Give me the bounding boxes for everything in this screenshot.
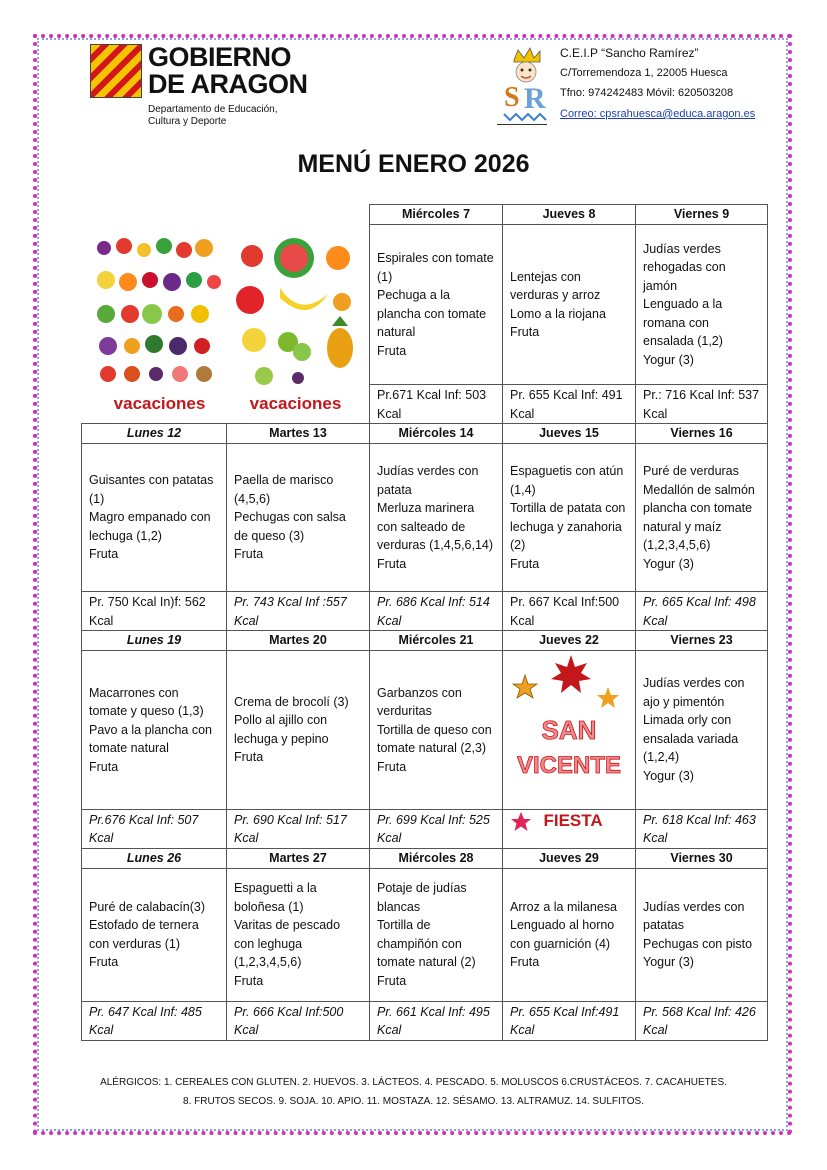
aragon-flag-icon (90, 44, 142, 98)
dish: Pechuga a la plancha con tomate natural (377, 288, 487, 339)
dept-line2: Cultura y Deporte (148, 116, 227, 127)
dish: Garbanzos con verduritas (377, 685, 462, 718)
kcal-cell: Pr. 647 Kcal Inf: 485 Kcal (82, 1001, 227, 1040)
dish: Judías verdes con patata (377, 464, 479, 497)
gov-name-line2: DE ARAGON (148, 69, 308, 99)
table-row (82, 631, 768, 651)
kcal-cell: Pr.: 716 Kcal Inf: 537 Kcal (636, 385, 768, 424)
day-header: Martes 27 (227, 848, 370, 868)
dish: Guisantes con patatas (1) (89, 473, 214, 506)
school-name: C.E.I.P “Sancho Ramírez” (560, 46, 699, 60)
dish: Lomo a la riojana (510, 306, 606, 321)
menu-cell (370, 225, 503, 385)
table-row (82, 205, 768, 225)
dish: Magro empanado con lechuga (1,2) (89, 510, 211, 543)
dish: Lenguado a la romana con ensalada (1,2) (643, 297, 723, 349)
day-header: Miércoles 7 (370, 205, 503, 225)
menu-cell (503, 225, 636, 385)
dish: Fruta (377, 759, 407, 774)
day-header: Martes 20 (227, 631, 370, 651)
table-row (82, 848, 768, 868)
star-icon (597, 687, 619, 708)
san-vicente-cell (503, 651, 636, 810)
allergens-line2: 8. FRUTOS SECOS. 9. SOJA. 10. APIO. 11. MOSTAZA. 12. SÉSAMO. 13. ALTRAMUZ. 14. SULFITOS. (183, 1096, 644, 1107)
dish: Arroz a la milanesa (510, 899, 617, 914)
dish: Tortilla de patata con lechuga y zanahoria (2) (510, 501, 626, 552)
kcal-cell: Pr. 655 Kcal Inf: 491 Kcal (503, 385, 636, 424)
school-email-link[interactable]: Correo: cpsrahuesca@educa.aragon.es (560, 108, 756, 120)
dish: Paella de marisco (4,5,6) (234, 473, 334, 506)
day-header: Jueves 15 (503, 424, 636, 444)
menu-cell (503, 444, 636, 592)
dish: Judías verdes con patatas (643, 899, 745, 932)
dish: Limada orly con ensalada variada (1,2,4) (643, 713, 739, 765)
vacation-label: vacaciones (113, 394, 206, 413)
star-icon (551, 655, 591, 693)
kcal-cell: Pr. 686 Kcal Inf: 514 Kcal (370, 592, 503, 631)
star-icon (513, 675, 537, 698)
san-vicente-illustration (503, 651, 636, 803)
dish: Fruta (89, 547, 119, 562)
dish: Pechugas con salsa de queso (3) (234, 510, 346, 543)
divider (497, 124, 547, 125)
dish: Pechugas con pisto (643, 936, 753, 951)
kcal-cell: Pr. 655 Kcal Inf:491 Kcal (503, 1001, 636, 1040)
dish: Yogur (3) (643, 768, 694, 783)
table-row (82, 868, 768, 1001)
dish: Estofado de ternera con verduras (1) (89, 918, 199, 951)
dish: Varitas de pescado con leghuga (1,2,3,4,5,6) (234, 918, 341, 969)
dish: Fruta (510, 556, 540, 571)
kcal-cell: Pr. 690 Kcal Inf: 517 Kcal (227, 809, 370, 848)
table-row (82, 424, 768, 444)
day-header: Jueves 29 (503, 848, 636, 868)
school-logo-icon (500, 46, 552, 124)
fiesta-label: FIESTA (543, 811, 603, 831)
dish: Pollo al ajillo con lechuga y pepino (234, 713, 329, 746)
table-row (82, 651, 768, 810)
day-header: Miércoles 14 (370, 424, 503, 444)
svg-text:R: R (524, 82, 546, 115)
school-phone: Tfno: 974242483 Móvil: 620503208 (560, 87, 734, 99)
dish: Fruta (234, 973, 264, 988)
dish: Fruta (234, 547, 264, 562)
day-header: Viernes 30 (636, 848, 768, 868)
dish: Crema de brocolí (3) (234, 694, 349, 709)
menu-cell (636, 868, 768, 1001)
day-header: Jueves 22 (503, 631, 636, 651)
menu-cell (227, 868, 370, 1001)
menu-cell (636, 225, 768, 385)
dish: Fruta (510, 325, 540, 339)
menu-table (81, 204, 768, 1041)
day-header: Miércoles 21 (370, 631, 503, 651)
dish: Yogur (3) (643, 955, 694, 969)
menu-cell (370, 651, 503, 810)
dish: Judías verdes rehogadas con jamón (643, 241, 726, 293)
kcal-cell: Pr. 750 Kcal In)f: 562 Kcal (82, 592, 227, 631)
dish: Yogur (3) (643, 556, 694, 571)
dish: Merluza marinera con salteado de verduras (1,4,5,6,14) (377, 501, 494, 552)
kcal-cell: Pr. 665 Kcal Inf: 498 Kcal (636, 592, 768, 631)
gov-name-line1: GOBIERNO (148, 42, 292, 72)
vacation-cell (82, 205, 370, 424)
dish: Judías verdes con ajo y pimentón (643, 676, 745, 709)
menu-cell (227, 444, 370, 592)
dish: Macarrones con tomate y queso (1,3) (89, 685, 204, 718)
dish: Espirales con tomate (1) (377, 251, 494, 284)
dish: Espaguetis con atún (1,4) (510, 464, 624, 497)
day-header: Miércoles 28 (370, 848, 503, 868)
kcal-cell: Pr. 568 Kcal Inf: 426 Kcal (636, 1001, 768, 1040)
vacation-label: vacaciones (249, 394, 342, 413)
menu-cell (370, 444, 503, 592)
day-header: Martes 13 (227, 424, 370, 444)
dish: Fruta (89, 955, 119, 969)
day-header: Viernes 16 (636, 424, 768, 444)
dish: Pavo a la plancha con tomate natural (89, 722, 213, 755)
dish: Yogur (3) (643, 352, 694, 367)
menu-cell (636, 444, 768, 592)
menu-cell (636, 651, 768, 810)
kcal-cell: Pr.676 Kcal Inf: 507 Kcal (82, 809, 227, 848)
page-title: MENÚ ENERO 2026 (297, 150, 530, 178)
dish: Fruta (234, 750, 264, 765)
day-header: Lunes 26 (82, 848, 227, 868)
fiesta-cell (503, 809, 636, 848)
dish: Medallón de salmón plancha con tomate natural y maíz (1,2,3,4,5,6) (643, 482, 755, 552)
table-row (82, 444, 768, 592)
table-row (82, 1001, 768, 1040)
dish: Tortilla de queso con tomate natural (2,3) (377, 722, 492, 755)
dish: Puré de calabacín(3) (89, 899, 206, 914)
kcal-cell: Pr. 666 Kcal Inf:500 Kcal (227, 1001, 370, 1040)
kcal-cell: Pr. 743 Kcal Inf :557 Kcal (227, 592, 370, 631)
menu-cell (370, 868, 503, 1001)
day-header: Viernes 9 (636, 205, 768, 225)
san-vicente-line1: SAN (541, 715, 597, 745)
dept-line1: Departamento de Educación, (148, 104, 278, 115)
kcal-cell: Pr. 618 Kcal Inf: 463 Kcal (636, 809, 768, 848)
kcal-cell: Pr.671 Kcal Inf: 503 Kcal (370, 385, 503, 424)
dish: Puré de verduras (643, 464, 739, 478)
menu-cell (82, 651, 227, 810)
table-row (82, 592, 768, 631)
school-address: C/Torremendoza 1, 22005 Huesca (560, 67, 728, 79)
menu-cell (82, 868, 227, 1001)
san-vicente-line2: VICENTE (516, 752, 622, 779)
dish: Fruta (510, 955, 540, 969)
day-header: Lunes 12 (82, 424, 227, 444)
dish: Fruta (89, 759, 119, 774)
day-header: Lunes 19 (82, 631, 227, 651)
dish: Espaguetti a la boloñesa (1) (234, 881, 317, 914)
menu-cell (227, 651, 370, 810)
dish: Fruta (377, 556, 407, 571)
table-row (82, 809, 768, 848)
kcal-cell: Pr. 667 Kcal Inf:500 Kcal (503, 592, 636, 631)
kcal-cell: Pr. 699 Kcal Inf: 525 Kcal (370, 809, 503, 848)
dish: Lentejas con verduras y arroz (510, 269, 601, 302)
day-header: Jueves 8 (503, 205, 636, 225)
menu-cell (82, 444, 227, 592)
menu-cell (503, 868, 636, 1001)
dish: Tortilla de champiñón con tomate natural (2) (377, 918, 476, 969)
allergens-line1: ALÉRGICOS: 1. CEREALES CON GLUTEN. 2. HUEVOS. 3. LÁCTEOS. 4. PESCADO. 5. MOLUSCOS 6.CRUSTÁCEOS. 7. CACAHUETES. (100, 1077, 727, 1088)
dish: Lenguado al horno con guarnición (4) (510, 918, 615, 951)
kcal-cell: Pr. 661 Kcal Inf: 495 Kcal (370, 1001, 503, 1040)
dish: Fruta (377, 343, 407, 358)
dish: Fruta (377, 973, 407, 988)
dish: Potaje de judías blancas (377, 881, 467, 914)
star-icon (510, 811, 532, 833)
svg-text:S: S (504, 82, 520, 113)
day-header: Viernes 23 (636, 631, 768, 651)
